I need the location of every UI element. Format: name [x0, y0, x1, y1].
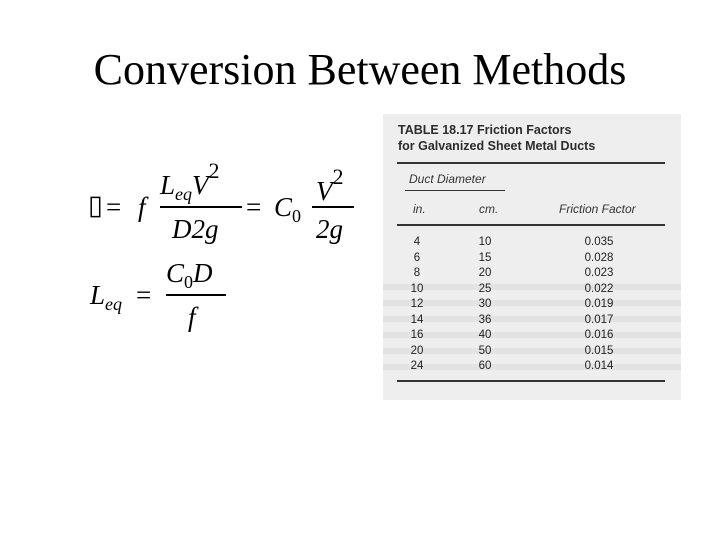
eq1-num-V: V — [192, 170, 209, 200]
cell-in: 4 — [413, 236, 421, 248]
cell-friction-factor: 0.017 — [584, 313, 614, 326]
table-title-line2: for Galvanized Sheet Metal Ducts — [398, 139, 596, 153]
cell-cm: 30 — [478, 298, 492, 310]
cell-cm: 20 — [478, 267, 492, 279]
table-rule-top — [397, 162, 665, 164]
eq1-f: f — [138, 192, 146, 222]
eq2-denominator: f — [188, 302, 196, 332]
table-number: TABLE 18.17 — [398, 123, 474, 137]
col-header-friction-factor: Friction Factor — [559, 202, 636, 216]
group-header: Duct Diameter — [409, 172, 486, 186]
cell-friction-factor: 0.035 — [584, 236, 614, 248]
cell-friction-factor: 0.019 — [584, 298, 614, 310]
eq1-equals-2: = — [246, 192, 262, 222]
eq2-num-C-sub: 0 — [184, 272, 194, 292]
eq1-denominator: D2g — [172, 214, 219, 244]
eq2-L-sub: eq — [105, 294, 123, 314]
table-title — [398, 122, 595, 154]
eq2-fraction-bar — [166, 294, 226, 296]
eq2-L: L — [90, 280, 106, 310]
cell-friction-factor: 0.014 — [584, 360, 614, 372]
cell-cm: 60 — [478, 360, 492, 372]
cell-friction-factor: 0.015 — [584, 344, 614, 357]
eq2-Leq — [90, 282, 122, 313]
cell-cm: 50 — [478, 344, 492, 357]
cell-friction-factor: 0.016 — [584, 329, 614, 341]
cell-cm: 36 — [478, 313, 492, 326]
eq1-equals-1: = — [106, 192, 122, 222]
cell-in: 10 — [410, 282, 424, 295]
col-header-in: in. — [413, 202, 426, 216]
cell-in: 8 — [413, 267, 421, 279]
table-rule-bottom — [397, 380, 665, 382]
eq1-denominator-2: 2g — [316, 214, 343, 244]
cell-in: 6 — [413, 251, 421, 264]
cell-in: 14 — [410, 313, 424, 326]
eq1-num-L-sub: eq — [175, 184, 193, 204]
cell-in: 12 — [410, 298, 424, 310]
eq1-lhs-symbol: ▯ — [88, 190, 103, 220]
cell-in: 16 — [410, 329, 424, 341]
cell-friction-factor: 0.028 — [584, 251, 614, 264]
eq1-C0 — [274, 194, 301, 225]
cell-in: 24 — [410, 360, 424, 372]
eq2-num-D: D — [193, 258, 213, 288]
cell-friction-factor: 0.023 — [584, 267, 614, 279]
eq1-C-sub: 0 — [292, 206, 302, 226]
eq1-fraction-bar-2 — [312, 206, 354, 208]
col-header-cm: cm. — [479, 202, 499, 216]
eq1-fraction-bar-1 — [160, 206, 242, 208]
eq2-equals: = — [136, 280, 152, 310]
cell-cm: 40 — [478, 329, 492, 341]
friction-factor-table-image — [383, 114, 681, 400]
cell-in: 20 — [410, 344, 424, 357]
table-title-text: Friction Factors — [476, 123, 572, 137]
eq1-num-L: L — [160, 170, 176, 200]
eq1-num2-V: V — [316, 176, 333, 206]
table-rule-header — [397, 224, 665, 226]
eq2-numerator — [166, 260, 213, 291]
eq1-C: C — [274, 192, 293, 222]
cell-friction-factor: 0.022 — [584, 282, 614, 295]
group-header-rule — [405, 190, 505, 191]
eq2-num-C: C — [166, 258, 185, 288]
cell-cm: 10 — [478, 236, 492, 248]
eq1-num-V-sup: 2 — [208, 158, 220, 183]
cell-cm: 15 — [478, 251, 492, 264]
cell-cm: 25 — [478, 282, 492, 295]
eq1-numerator-2 — [316, 166, 344, 205]
eq1-num2-V-sup: 2 — [332, 164, 344, 189]
eq1-numerator — [160, 160, 220, 203]
slide-title: Conversion Between Methods — [93, 45, 627, 94]
